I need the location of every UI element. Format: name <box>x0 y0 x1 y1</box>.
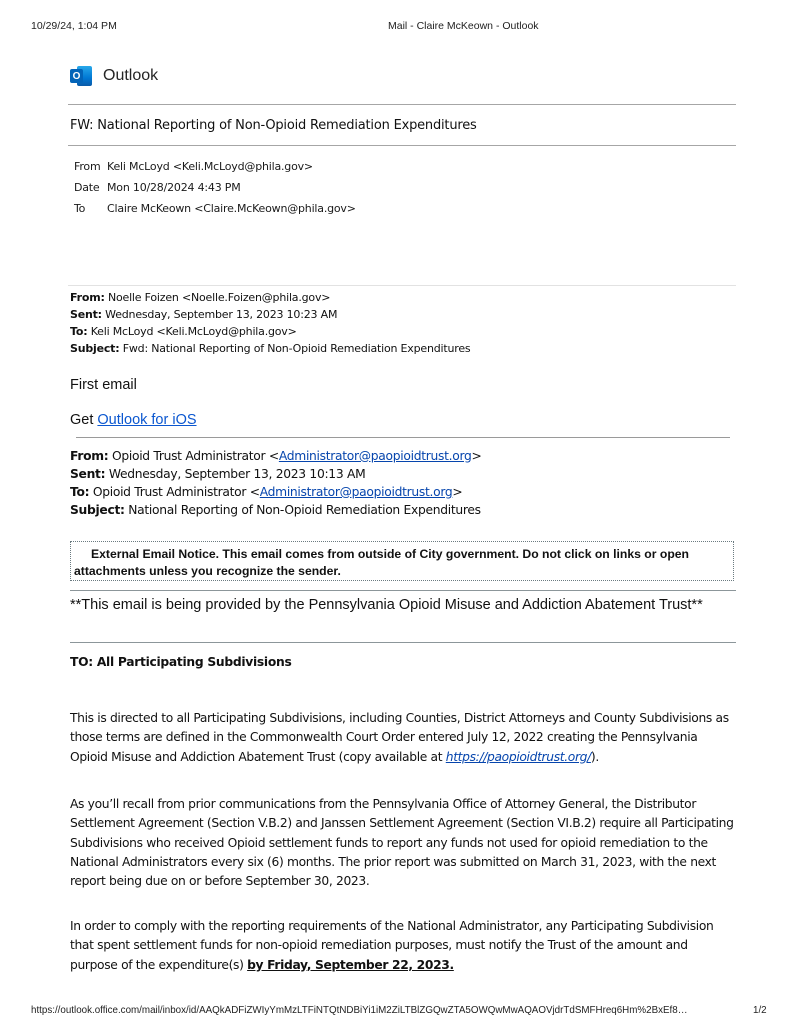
page-number: 1/2 <box>753 1005 767 1016</box>
divider <box>68 145 736 146</box>
body-paragraph-3: In order to comply with the reporting requirements of the National Administrator, any Participating Subdivision that spent settlement funds for non-opioid remediation purposes, must notify the Trust of the amount and purpose of the expenditure(s) by Friday, September 22, 2023. <box>70 919 714 972</box>
brand-name: Outlook <box>103 67 159 84</box>
forward2-from: From: Opioid Trust Administrator <Administrator@paopioidtrust.org> <box>70 449 482 463</box>
to-value[interactable]: Claire McKeown <Claire.McKeown@phila.gov> <box>107 202 356 215</box>
message-from <box>74 160 313 173</box>
administrator-email-link[interactable]: Administrator@paopioidtrust.org <box>278 449 472 463</box>
print-header <box>0 20 800 34</box>
divider <box>76 437 730 438</box>
date-value: Mon 10/28/2024 4:43 PM <box>107 181 241 194</box>
message-date <box>74 181 241 194</box>
administrator-email-link[interactable]: Administrator@paopioidtrust.org <box>259 485 453 499</box>
paopioidtrust-link[interactable]: https://paopioidtrust.org/ <box>445 749 591 764</box>
from-label: From <box>74 160 101 173</box>
divider <box>70 642 736 643</box>
from-value[interactable]: Keli McLoyd <Keli.McLoyd@phila.gov> <box>107 160 313 173</box>
external-email-notice <box>70 541 734 581</box>
outlook-brand <box>70 63 158 89</box>
notice-line-2: attachments unless you recognize the sender. <box>74 564 341 578</box>
message-subject: FW: National Reporting of Non-Opioid Remediation Expenditures <box>70 118 477 133</box>
to-label: To <box>74 202 86 215</box>
deadline-text: by Friday, September 22, 2023. <box>247 957 454 972</box>
forward1-subject: Subject: Fwd: National Reporting of Non-Opioid Remediation Expenditures <box>70 342 471 355</box>
print-datetime: 10/29/24, 1:04 PM <box>31 20 117 32</box>
forward1-signature: Get Outlook for iOS <box>70 412 197 428</box>
date-label: Date <box>74 181 100 194</box>
divider <box>68 104 736 105</box>
forward1-sent: Sent: Wednesday, September 13, 2023 10:23 AM <box>70 308 338 321</box>
forward1-body: First email <box>70 377 137 393</box>
divider <box>68 285 736 286</box>
forward1-from: From: Noelle Foizen <Noelle.Foizen@phila.gov> <box>70 291 331 304</box>
notice-line-1: External Email Notice. This email comes from outside of City government. Do not click on links or open <box>91 547 689 561</box>
provided-by-notice: **This email is being provided by the Pennsylvania Opioid Misuse and Addiction Abatement Trust** <box>70 597 703 613</box>
outlook-for-ios-link[interactable]: Outlook for iOS <box>97 412 197 428</box>
forward2-sent: Sent: Wednesday, September 13, 2023 10:13 AM <box>70 467 366 481</box>
page-url: https://outlook.office.com/mail/inbox/id/AAQkADFiZWIyYmMzLTFiNTQtNDBiYi1iM2ZiLTBlZGQwZTA5OWQwMwAQAOVjdrTdSMFHreq6Hm%2BxEf8… <box>31 1005 688 1016</box>
print-page-title: Mail - Claire McKeown - Outlook <box>388 20 539 32</box>
forward1-to: To: Keli McLoyd <Keli.McLoyd@phila.gov> <box>70 325 297 338</box>
message-to <box>74 202 356 215</box>
forward2-subject: Subject: National Reporting of Non-Opioid Remediation Expenditures <box>70 503 481 517</box>
forward2-to: To: Opioid Trust Administrator <Administrator@paopioidtrust.org> <box>70 485 463 499</box>
divider <box>70 590 736 591</box>
outlook-logo-icon: O <box>70 65 92 87</box>
to-all-heading: TO: All Participating Subdivisions <box>70 655 292 669</box>
body-paragraph-2: As you’ll recall from prior communications from the Pennsylvania Office of Attorney General, the Distributor Settlement Agreement (Section V.B.2) and Janssen Settlement Agreement (Section VI.B.2) require all Participating Subdivisions who received Opioid settlement funds to report any funds not used for opioid remediation to the National Administrators every six (6) months. The prior report was submitted on March 31, 2023, with the next report being due on or before September 30, 2023. <box>70 797 734 889</box>
body-paragraph-1: This is directed to all Participating Subdivisions, including Counties, District Attorneys and County Subdivisions as those terms are defined in the Commonwealth Court Order entered July 12, 2022 creating the Pennsylvania Opioid Misuse and Addiction Abatement Trust (copy available at https://paopioidtrust.org/). <box>70 711 729 764</box>
